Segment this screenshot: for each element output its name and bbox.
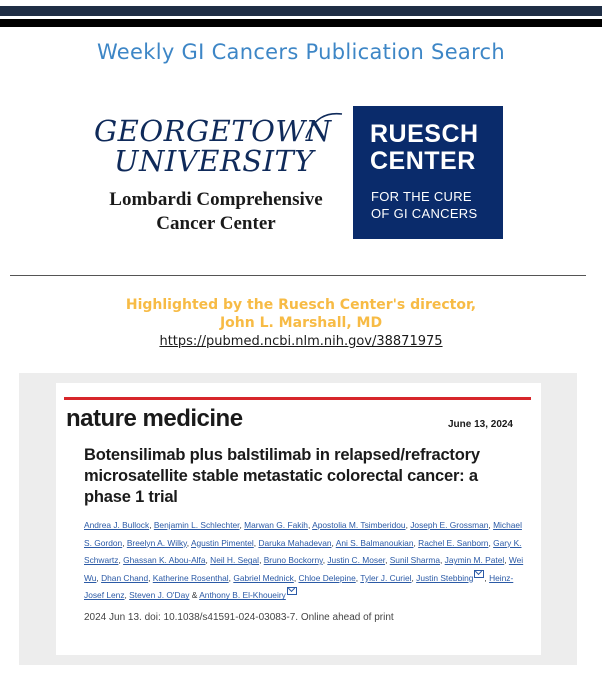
article-title: Botensilimab plus balstilimab in relapsed/refractory microsatellite stable metastatic colorectal cancer: a phase 1 trial: [84, 446, 480, 506]
author-separator: ,: [307, 520, 313, 530]
pubmed-link[interactable]: https://pubmed.ncbi.nlm.nih.gov/38871975: [159, 334, 443, 349]
email-icon[interactable]: [287, 587, 297, 595]
author-separator: ,: [484, 572, 490, 583]
author-separator: ,: [293, 572, 299, 583]
author-separator: ,: [148, 572, 153, 583]
author-link[interactable]: Heinz-Josef Lenz: [84, 572, 514, 601]
author-separator: ,: [411, 572, 417, 583]
author-link[interactable]: Neil H. Segal: [210, 555, 260, 566]
author-link[interactable]: Steven J. O'Day: [129, 590, 190, 601]
author-link[interactable]: Daruka Mahadevan: [258, 537, 332, 548]
author-link[interactable]: Justin C. Moser: [327, 555, 386, 566]
lombardi-line-2: Cancer Center: [156, 213, 276, 234]
journal-name: nature medicine: [66, 405, 243, 432]
author-link[interactable]: Michael S. Gordon: [84, 520, 522, 548]
ruesch-center-logo: [353, 106, 503, 239]
georgetown-swoosh-icon: [304, 110, 344, 140]
author-link[interactable]: Wei Wu: [84, 555, 524, 583]
lombardi-wordmark: [94, 188, 338, 236]
author-link[interactable]: Benjamin L. Schlechter: [153, 520, 240, 530]
author-separator: ,: [488, 520, 494, 530]
author-list: [84, 517, 530, 605]
ruesch-line-3: FOR THE CURE: [371, 189, 472, 204]
author-separator: ,: [253, 537, 259, 548]
author-link[interactable]: Tyler J. Curiel: [360, 572, 412, 583]
author-link[interactable]: Katherine Rosenthal: [152, 572, 229, 583]
author-separator: &: [189, 590, 200, 601]
author-separator: ,: [122, 537, 127, 548]
highlight-line-2: John L. Marshall, MD: [219, 315, 383, 331]
author-link[interactable]: Agustin Pimentel: [190, 537, 254, 548]
author-separator: ,: [413, 537, 419, 548]
author-link[interactable]: Breelyn A. Wilky: [126, 537, 187, 548]
author-separator: ,: [331, 537, 336, 548]
author-link[interactable]: Bruno Bockorny: [263, 555, 323, 566]
author-link[interactable]: Joseph E. Grossman: [410, 520, 489, 530]
section-divider: [10, 275, 586, 276]
author-separator: ,: [186, 537, 191, 548]
author-separator: ,: [355, 572, 361, 583]
email-icon[interactable]: [474, 570, 484, 578]
journal-accent-line: [64, 397, 531, 400]
author-link[interactable]: Gary K. Schwartz: [84, 537, 522, 566]
ruesch-line-2: CENTER: [370, 147, 476, 175]
ruesch-line-4: OF GI CANCERS: [371, 206, 478, 221]
lombardi-line-1: Lombardi Comprehensive: [109, 189, 323, 210]
author-separator: ,: [385, 555, 390, 566]
highlight-line-1: Highlighted by the Ruesch Center's director,: [125, 297, 477, 313]
georgetown-wordmark: GEORGETOWN: [94, 114, 332, 148]
author-link[interactable]: Marwan G. Fakih: [244, 520, 308, 530]
author-link[interactable]: Anthony B. El-Khoueiry: [199, 590, 286, 601]
author-link[interactable]: Sunil Sharma: [389, 555, 440, 566]
author-separator: ,: [149, 520, 154, 530]
author-link[interactable]: Apostolia M. Tsimberidou: [312, 520, 406, 530]
author-separator: ,: [259, 555, 264, 566]
university-wordmark: UNIVERSITY: [114, 144, 315, 178]
publication-date: June 13, 2024: [447, 419, 513, 430]
author-link[interactable]: Jaymin M. Patel: [444, 555, 505, 566]
author-link[interactable]: Rachel E. Sanborn: [418, 537, 489, 548]
author-link[interactable]: Ghassan K. Abou-Alfa: [123, 555, 206, 566]
author-separator: ,: [124, 590, 130, 601]
ruesch-line-1: RUESCH: [370, 120, 479, 148]
author-separator: ,: [228, 572, 234, 583]
author-separator: ,: [118, 555, 124, 566]
article-card[interactable]: [56, 383, 541, 655]
author-separator: ,: [504, 555, 509, 566]
author-separator: ,: [405, 520, 411, 530]
institution-logo: [74, 94, 520, 250]
page-title: Weekly GI Cancers Publication Search: [96, 40, 506, 64]
author-separator: ,: [322, 555, 328, 566]
highlight-caption: [0, 296, 602, 332]
author-link[interactable]: Andrea J. Bullock: [84, 520, 150, 530]
author-link[interactable]: Gabriel Mednick: [233, 572, 294, 583]
author-link[interactable]: Dhan Chand: [101, 572, 149, 583]
author-link[interactable]: Chloe Delepine: [298, 572, 356, 583]
article-doi: 2024 Jun 13. doi: 10.1038/s41591-024-03083-7. Online ahead of print: [84, 612, 394, 623]
header-bottom-bar: [0, 19, 602, 27]
author-link[interactable]: Ani S. Balmanoukian: [335, 537, 414, 548]
author-separator: ,: [239, 520, 245, 530]
author-link[interactable]: Justin Stebbing: [416, 572, 474, 583]
author-separator: ,: [488, 537, 494, 548]
header-top-bar: [0, 6, 602, 16]
author-separator: ,: [96, 572, 102, 583]
author-separator: ,: [440, 555, 445, 566]
author-separator: ,: [205, 555, 211, 566]
